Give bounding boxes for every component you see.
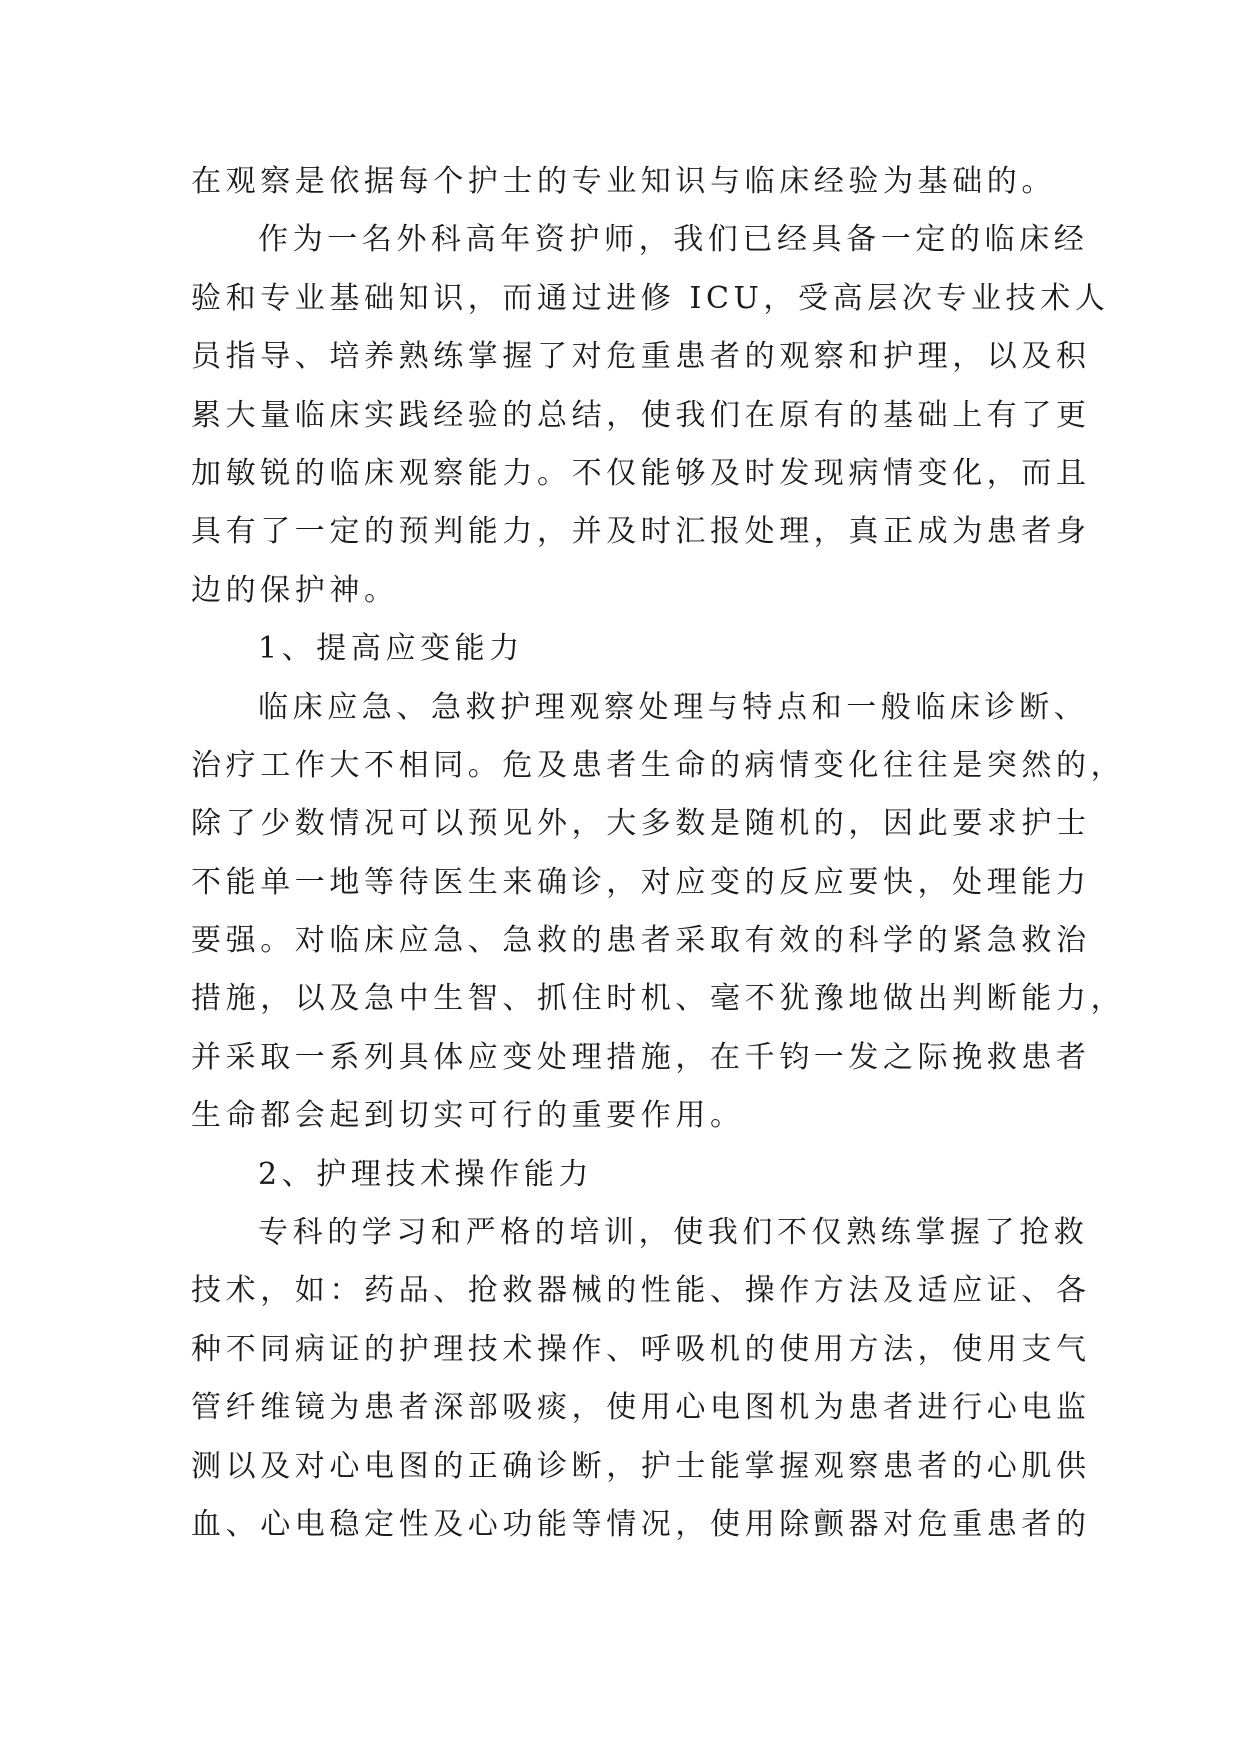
text-line: 测以及对心电图的正确诊断，护士能掌握观察患者的心肌供 bbox=[191, 1448, 1091, 1484]
text-line: 技术，如：药品、抢救器械的性能、操作方法及适应证、各 bbox=[191, 1273, 1091, 1309]
text-line: 种不同病证的护理技术操作、呼吸机的使用方法，使用支气 bbox=[191, 1331, 1091, 1367]
text-line: 临床应急、急救护理观察处理与特点和一般临床诊断、 bbox=[258, 689, 1089, 725]
section-heading: 2、护理技术操作能力 bbox=[258, 1156, 594, 1192]
text-line: 在观察是依据每个护士的专业知识与临床经验为基础的。 bbox=[191, 164, 1056, 199]
text-line: 除了少数情况可以预见外，大多数是随机的，因此要求护士 bbox=[191, 806, 1091, 842]
text-line: 加敏锐的临床观察能力。不仅能够及时发现病情变化，而且 bbox=[191, 455, 1091, 491]
text-line: 要强。对临床应急、急救的患者采取有效的科学的紧急救治 bbox=[191, 923, 1091, 959]
section-heading: 1、提高应变能力 bbox=[258, 631, 524, 667]
body-text bbox=[191, 153, 1126, 1554]
text-line: 生命都会起到切实可行的重要作用。 bbox=[191, 1098, 745, 1134]
text-line: 边的保护神。 bbox=[191, 572, 399, 608]
text-line: 具有了一定的预判能力，并及时汇报处理，真正成为患者身 bbox=[191, 514, 1091, 550]
text-line: 治疗工作大不相同。危及患者生命的病情变化往往是突然的， bbox=[191, 747, 1126, 783]
text-line: 员指导、培养熟练掌握了对危重患者的观察和护理，以及积 bbox=[191, 339, 1091, 375]
text-line: 作为一名外科高年资护师，我们已经具备一定的临床经 bbox=[258, 222, 1089, 258]
text-line: 血、心电稳定性及心功能等情况，使用除颤器对危重患者的 bbox=[191, 1506, 1091, 1542]
text-line: 专科的学习和严格的培训，使我们不仅熟练掌握了抢救 bbox=[258, 1215, 1089, 1251]
text-line: 管纤维镜为患者深部吸痰，使用心电图机为患者进行心电监 bbox=[191, 1390, 1091, 1426]
text-line: 措施，以及急中生智、抓住时机、毫不犹豫地做出判断能力， bbox=[191, 981, 1126, 1017]
text-line: 并采取一系列具体应变处理措施，在千钧一发之际挽救患者 bbox=[191, 1039, 1091, 1075]
text-line: 验和专业基础知识，而通过进修 ICU，受高层次专业技术人 bbox=[191, 280, 1110, 316]
text-line: 累大量临床实践经验的总结，使我们在原有的基础上有了更 bbox=[191, 397, 1091, 433]
text-line: 不能单一地等待医生来确诊，对应变的反应要快，处理能力 bbox=[191, 864, 1091, 900]
